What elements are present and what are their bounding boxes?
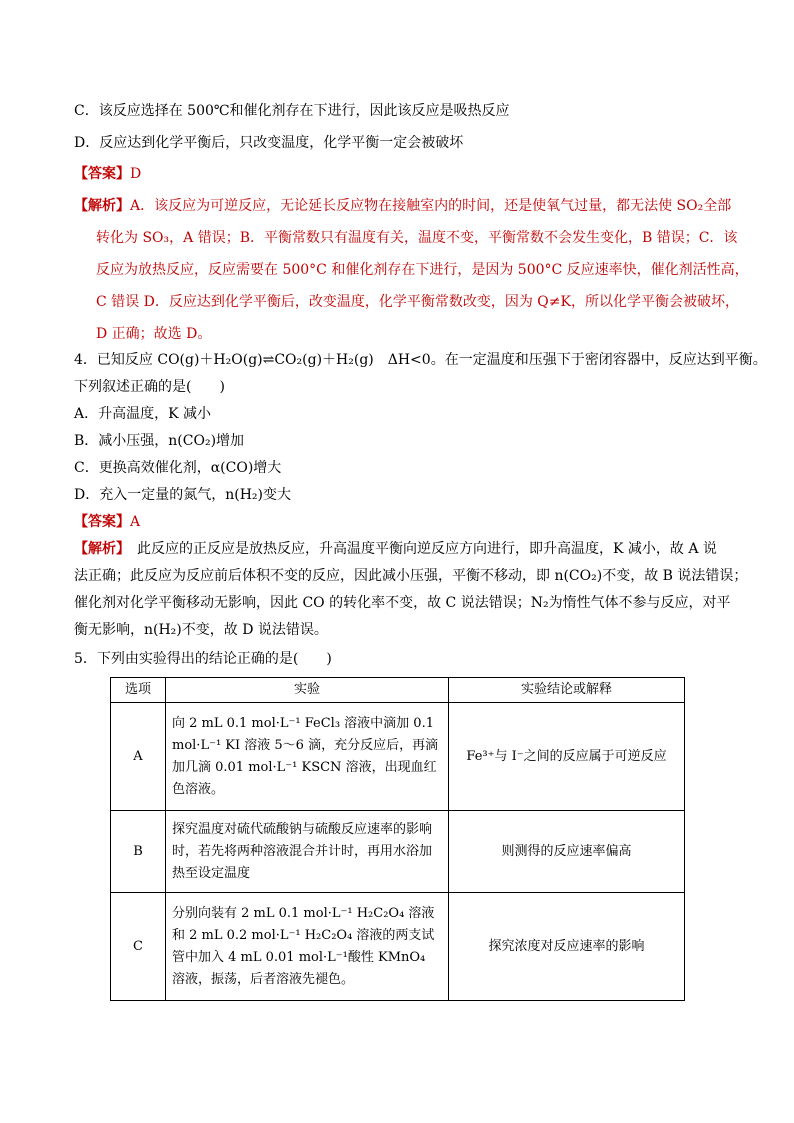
- row-option: B: [111, 811, 166, 893]
- q3-analysis-line-3: 反应为放热反应，反应需要在 500°C 和催化剂存在下进行，是因为 500°C 反应速率快，催化剂活性高，: [96, 262, 749, 278]
- header-conclusion: 实验结论或解释: [449, 678, 685, 703]
- row-experiment: 向 2 mL 0.1 mol·L⁻¹ FeCl₃ 溶液中滴加 0.1 mol·L⁻¹ KI 溶液 5～6 滴，充分反应后，再滴加几滴 0.01 mol·L⁻¹ KSCN 溶液，出现血红色溶液。: [166, 703, 449, 811]
- table-row: [111, 893, 685, 1001]
- analysis-text: 此反应的正反应是放热反应，升高温度平衡向逆反应方向进行，即升高温度，K 减小，故 A 说: [123, 541, 717, 557]
- q4-stem-line-2: 下列叙述正确的是( ): [74, 379, 225, 395]
- q5-stem: 5．下列由实验得出的结论正确的是( ): [74, 651, 332, 667]
- answer-tag: 【答案】: [74, 166, 130, 182]
- analysis-tag: 【解析】: [74, 198, 130, 214]
- q3-analysis-line-5: D 正确；故选 D。: [96, 326, 212, 342]
- q3-option-c: C．该反应选择在 500℃和催化剂存在下进行，因此该反应是吸热反应: [74, 103, 510, 119]
- q3-analysis-line-4: C 错误 D．反应达到化学平衡后，改变温度，化学平衡常数改变，因为 Q≠K，所以化学平衡会被破坏，: [96, 294, 739, 310]
- q4-analysis-line-2: 法正确；此反应为反应前后体积不变的反应，因此减小压强，平衡不移动，即 n(CO₂)不变，故 B 说法错误；: [74, 568, 748, 584]
- analysis-text: A．该反应为可逆反应，无论延长反应物在接触室内的时间，还是使氧气过量，都无法使 SO₂全部: [130, 198, 732, 214]
- q3-analysis-line-1: [74, 196, 731, 216]
- q4-answer: [74, 512, 140, 532]
- answer-value: D: [130, 166, 142, 182]
- q3-analysis-line-2: 转化为 SO₃，A 错误；B．平衡常数只有温度有关，温度不变，平衡常数不会发生变化，B 错误；C．该: [96, 230, 738, 246]
- row-experiment: 探究温度对硫代硫酸钠与硫酸反应速率的影响时，若先将两种溶液混合并计时，再用水浴加热至设定温度: [166, 811, 449, 893]
- row-conclusion: Fe³⁺与 I⁻之间的反应属于可逆反应: [449, 703, 685, 811]
- row-conclusion: 探究浓度对反应速率的影响: [449, 893, 685, 1001]
- q4-stem-line-1: 4．已知反应 CO(g)＋H₂O(g)⇌CO₂(g)＋H₂(g) ΔH<0。在一定温度和压强下于密闭容器中，反应达到平衡。: [74, 352, 767, 368]
- row-experiment: 分别向装有 2 mL 0.1 mol·L⁻¹ H₂C₂O₄ 溶液和 2 mL 0.2 mol·L⁻¹ H₂C₂O₄ 溶液的两支试管中加入 4 mL 0.01 mol·L⁻¹酸性 KMnO₄ 溶液，振荡，后者溶液先褪色。: [166, 893, 449, 1001]
- table-header-row: [111, 678, 685, 703]
- q4-option-d: D．充入一定量的氮气，n(H₂)变大: [74, 487, 291, 503]
- row-conclusion: 则测得的反应速率偏高: [449, 811, 685, 893]
- header-option: 选项: [111, 678, 166, 703]
- q4-analysis-line-4: 衡无影响，n(H₂)不变，故 D 说法错误。: [74, 622, 328, 638]
- q4-analysis-line-1: [74, 539, 717, 559]
- q4-analysis-line-3: 催化剂对化学平衡移动无影响，因此 CO 的转化率不变，故 C 说法错误；N₂为惰性气体不参与反应，对平: [74, 595, 731, 611]
- q3-answer: [74, 164, 141, 184]
- q4-option-a: A．升高温度，K 减小: [74, 406, 212, 422]
- experiment-table: [110, 677, 685, 1001]
- q4-option-c: C．更换高效催化剂，α(CO)增大: [74, 460, 282, 476]
- q4-option-b: B．减小压强，n(CO₂)增加: [74, 433, 245, 449]
- header-experiment: 实验: [166, 678, 449, 703]
- answer-tag: 【答案】: [74, 514, 130, 530]
- table-row: [111, 811, 685, 893]
- row-option: A: [111, 703, 166, 811]
- answer-value: A: [130, 514, 141, 530]
- q3-option-d: D．反应达到化学平衡后，只改变温度，化学平衡一定会被破坏: [74, 135, 464, 151]
- row-option: C: [111, 893, 166, 1001]
- table-row: [111, 703, 685, 811]
- analysis-tag: 【解析】: [74, 541, 123, 557]
